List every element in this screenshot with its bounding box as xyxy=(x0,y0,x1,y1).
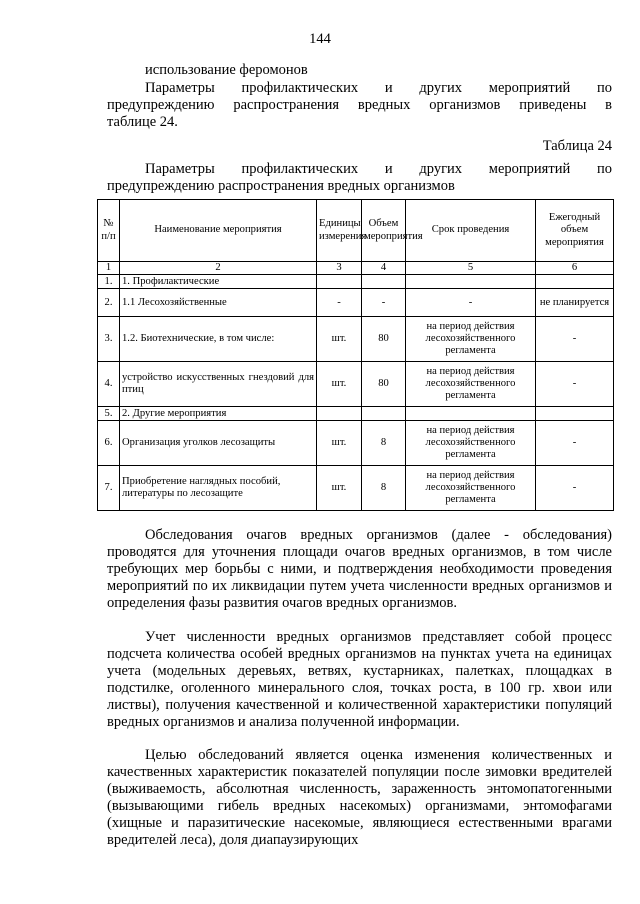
row-unit: шт. xyxy=(317,317,362,362)
row-num: 5. xyxy=(98,407,120,421)
row-unit xyxy=(317,275,362,289)
row-annual: - xyxy=(536,317,614,362)
row-num: 7. xyxy=(98,466,120,511)
row-period xyxy=(406,407,536,421)
table-row xyxy=(98,289,614,317)
table-row xyxy=(98,275,614,289)
row-unit: шт. xyxy=(317,362,362,407)
row-name: Приобретение наглядных пособий, литературы по лесозащите xyxy=(120,466,317,511)
row-annual: не планируется xyxy=(536,289,614,317)
table-label: Таблица 24 xyxy=(542,138,612,154)
intro-line: использование феромонов xyxy=(145,62,308,78)
header-num: № п/п xyxy=(98,200,120,262)
column-number: 6 xyxy=(536,262,614,275)
column-number: 5 xyxy=(406,262,536,275)
measures-table xyxy=(97,199,614,511)
body-paragraph: Учет численности вредных организмов представляет собой процесс подсчета количества особей вредных организмов на пунктах учета на единицах учета (модельных деревьях, ветвях, кустарниках, палетках, площадках в подстилке, оголенного минерального слоя, точках роста, в 100 гр. хвои или листвы), получения качественной и количественной характеристики популяций вредных организмов и анализа полученной информации. xyxy=(107,629,612,730)
row-name: Организация уголков лесозащиты xyxy=(120,421,317,466)
header-volume: Объем мероприятия xyxy=(362,200,406,262)
row-volume xyxy=(362,275,406,289)
header-name: Наименование мероприятия xyxy=(120,200,317,262)
page-number: 144 xyxy=(309,31,331,47)
row-volume: 8 xyxy=(362,466,406,511)
table-title xyxy=(107,161,612,195)
row-annual: - xyxy=(536,362,614,407)
intro-paragraph-line: таблице 24. xyxy=(107,114,178,130)
row-name: 1.1 Лесохозяйственные xyxy=(120,289,317,317)
row-num: 4. xyxy=(98,362,120,407)
header-annual: Ежегодный объем мероприятия xyxy=(536,200,614,262)
table-row xyxy=(98,362,614,407)
row-period: на период действия лесохозяйственного регламента xyxy=(406,466,536,511)
column-number: 3 xyxy=(317,262,362,275)
table-title-line: Параметры профилактических и других мероприятий по xyxy=(145,161,612,177)
table-row xyxy=(98,421,614,466)
row-name: 1. Профилактические xyxy=(120,275,317,289)
body-paragraph: Обследования очагов вредных организмов (далее - обследования) проводятся для уточнения площади очагов вредных организмов, в том числе требующих мер борьбы с ними, и подтверждения необходимости проведения мероприятий по их ликвидации путем учета численности вредных организмов и определения фазы развития очагов вредных организмов. xyxy=(107,527,612,611)
row-num: 1. xyxy=(98,275,120,289)
row-name: устройство искусственных гнездовий для птиц xyxy=(120,362,317,407)
row-num: 2. xyxy=(98,289,120,317)
row-volume: 80 xyxy=(362,362,406,407)
table-row xyxy=(98,407,614,421)
table-row xyxy=(98,466,614,511)
row-period: на период действия лесохозяйственного регламента xyxy=(406,421,536,466)
header-unit: Единицы измерения xyxy=(317,200,362,262)
row-period: на период действия лесохозяйственного регламента xyxy=(406,362,536,407)
row-annual: - xyxy=(536,421,614,466)
column-number: 1 xyxy=(98,262,120,275)
column-number-row xyxy=(98,262,614,275)
header-period: Срок проведения xyxy=(406,200,536,262)
row-num: 6. xyxy=(98,421,120,466)
row-unit: - xyxy=(317,289,362,317)
row-volume: 80 xyxy=(362,317,406,362)
table-header-row xyxy=(98,200,614,262)
row-period: на период действия лесохозяйственного регламента xyxy=(406,317,536,362)
table-title-line: предупреждению распространения вредных организмов xyxy=(107,178,455,194)
row-unit xyxy=(317,407,362,421)
row-num: 3. xyxy=(98,317,120,362)
intro-paragraph-line: предупреждению распространения вредных организмов приведены в xyxy=(107,97,612,113)
body-paragraph: Целью обследований является оценка изменения количественных и качественных характеристик показателей популяции после зимовки вредителей (выживаемость, абсолютная численность, зараженность энтомопатогенными (вызывающими гибель вредных насекомых) организмами, энтомофагами (хищные и паразитические насекомые, являющиеся естественными врагами вредителей леса), доля диапаузирующих xyxy=(107,747,612,848)
row-volume: - xyxy=(362,289,406,317)
row-period: - xyxy=(406,289,536,317)
row-period xyxy=(406,275,536,289)
row-volume: 8 xyxy=(362,421,406,466)
row-unit: шт. xyxy=(317,466,362,511)
row-annual xyxy=(536,275,614,289)
row-annual: - xyxy=(536,466,614,511)
intro-paragraph-line: Параметры профилактических и других мероприятий по xyxy=(145,80,612,96)
row-name: 2. Другие мероприятия xyxy=(120,407,317,421)
intro-paragraph xyxy=(107,80,612,131)
row-name: 1.2. Биотехнические, в том числе: xyxy=(120,317,317,362)
row-unit: шт. xyxy=(317,421,362,466)
column-number: 2 xyxy=(120,262,317,275)
row-volume xyxy=(362,407,406,421)
table-row xyxy=(98,317,614,362)
column-number: 4 xyxy=(362,262,406,275)
row-annual xyxy=(536,407,614,421)
